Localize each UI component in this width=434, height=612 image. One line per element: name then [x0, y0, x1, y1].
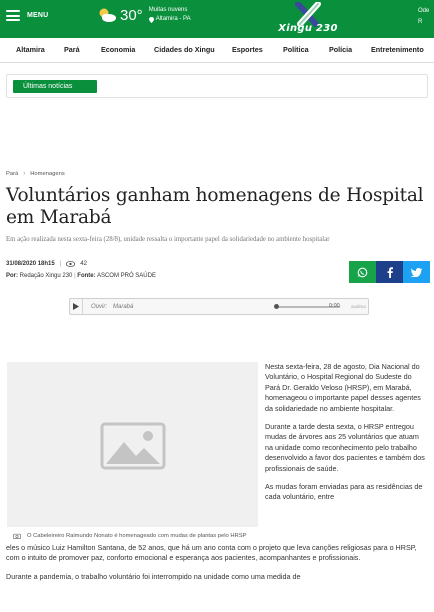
paragraph-3-start: As mudas foram enviadas para as residências de cada voluntário, entre: [265, 482, 423, 502]
weather-location: Altamira - PA: [155, 16, 191, 22]
top-header: [0, 0, 434, 38]
article-date: 31/08/2020 18h15: [6, 261, 55, 267]
nav-item-esportes[interactable]: Esportes: [232, 45, 263, 54]
breadcrumb-item-para[interactable]: Pará: [6, 171, 19, 177]
play-button[interactable]: [70, 299, 83, 314]
article-image: [7, 362, 258, 527]
latest-news-bar: [6, 74, 428, 98]
nav-item-para[interactable]: Pará: [64, 45, 80, 54]
article-body-full: [6, 543, 428, 590]
source-label: Fonte:: [77, 273, 96, 279]
header-right-link-1[interactable]: Ode: [418, 8, 430, 14]
image-caption-text: O Cabeleireiro Raimundo Nonato é homenageado com mudas de plantas pelo HRSP: [27, 533, 247, 539]
player-title: Marabá: [113, 303, 134, 310]
header-right-link-2[interactable]: R: [418, 19, 423, 25]
paragraph-4: Durante a pandemia, o trabalho voluntário foi interrompido na unidade como uma medida de: [6, 571, 301, 581]
main-nav: [0, 38, 434, 63]
partly-cloudy-icon: [96, 7, 118, 23]
player-brand: audima: [351, 304, 366, 309]
location-pin-icon: [149, 17, 154, 23]
image-caption: [13, 532, 258, 540]
article-views: 42: [80, 261, 87, 267]
weather-widget: [96, 6, 191, 24]
twitter-share-button[interactable]: [403, 261, 430, 283]
image-placeholder-icon: [100, 422, 166, 470]
whatsapp-icon: [357, 267, 368, 278]
audio-player: [69, 298, 369, 315]
nav-item-cidades-do-xingu[interactable]: Cidades do Xingu: [154, 45, 215, 54]
hamburger-icon: [6, 10, 20, 21]
facebook-icon: [387, 267, 393, 278]
article-source: ASCOM PRÓ SAÚDE: [96, 273, 156, 279]
weather-condition: Muitas nuvens: [148, 7, 188, 13]
whatsapp-share-button[interactable]: [349, 261, 376, 283]
facebook-share-button[interactable]: [376, 261, 403, 283]
latest-news-button[interactable]: Últimas notícias: [13, 80, 97, 93]
site-logo[interactable]: [268, 2, 348, 36]
nav-item-economia[interactable]: Economia: [101, 45, 136, 54]
chevron-right-icon: ›: [23, 171, 26, 177]
menu-button[interactable]: [6, 10, 48, 21]
nav-item-politica[interactable]: Política: [283, 45, 309, 54]
article-meta: 31/08/2020 18h15 | 42 Por: Redação Xingu 230 | Fonte: ASCOM PRÓ SAÚDE: [6, 261, 156, 279]
author-label: Por:: [6, 273, 18, 279]
article-title: Voluntários ganham homenagens de Hospital em Marabá: [6, 185, 424, 228]
article-body-column: [265, 362, 427, 503]
paragraph-2: Durante a tarde desta sexta, o HRSP entregou mudas de árvores aos 25 voluntários que atuam na unidade como reconhecimento pelo trabalho desenvolvido a favor dos pacientes e também dos profissionais de saúde.: [265, 422, 425, 473]
paragraph-1: Nesta sexta-feira, 28 de agosto, Dia Nacional do Voluntário, o Hospital Regional do Sudeste do Pará Dr. Geraldo Veloso (HRSP), em Marabá, homenageou o importante papel desses agentes da solidariedade no ambiente hospitalar.: [265, 362, 421, 413]
camera-icon: [13, 533, 21, 539]
share-buttons: [349, 261, 430, 283]
nav-item-policia[interactable]: Polícia: [329, 45, 353, 54]
menu-label: MENU: [27, 12, 49, 19]
twitter-icon: [411, 268, 422, 277]
audio-progress-handle[interactable]: [274, 304, 279, 309]
play-icon: [73, 303, 79, 310]
audio-time: 0:00: [329, 303, 340, 309]
nav-item-altamira[interactable]: Altamira: [16, 45, 45, 54]
paragraph-3-rest: eles o músico Luiz Hamilton Santana, de 52 anos, que há um ano conta com o projeto que leva canções religiosas para o HRSP, com o intuito de promover paz, conforto emocional e esperança aos pacientes, acompanhantes e profissionais.: [6, 543, 417, 563]
article-author: Redação Xingu 230: [19, 273, 73, 279]
temperature: 30°: [120, 6, 143, 24]
breadcrumb: [6, 171, 65, 177]
breadcrumb-item-homenagens[interactable]: Homenagens: [30, 171, 65, 177]
logo-text: Xingu 230: [278, 23, 338, 34]
header-right-links: [418, 6, 429, 28]
article-subtitle: Em ação realizada nesta sexta-feira (28/8), unidade ressalta o importante papel da solidariedade no ambiente hospitalar: [6, 236, 330, 243]
nav-item-entretenimento[interactable]: Entretenimento: [371, 45, 424, 54]
eye-icon: [66, 261, 75, 267]
player-label: Ouvir:: [91, 303, 108, 310]
